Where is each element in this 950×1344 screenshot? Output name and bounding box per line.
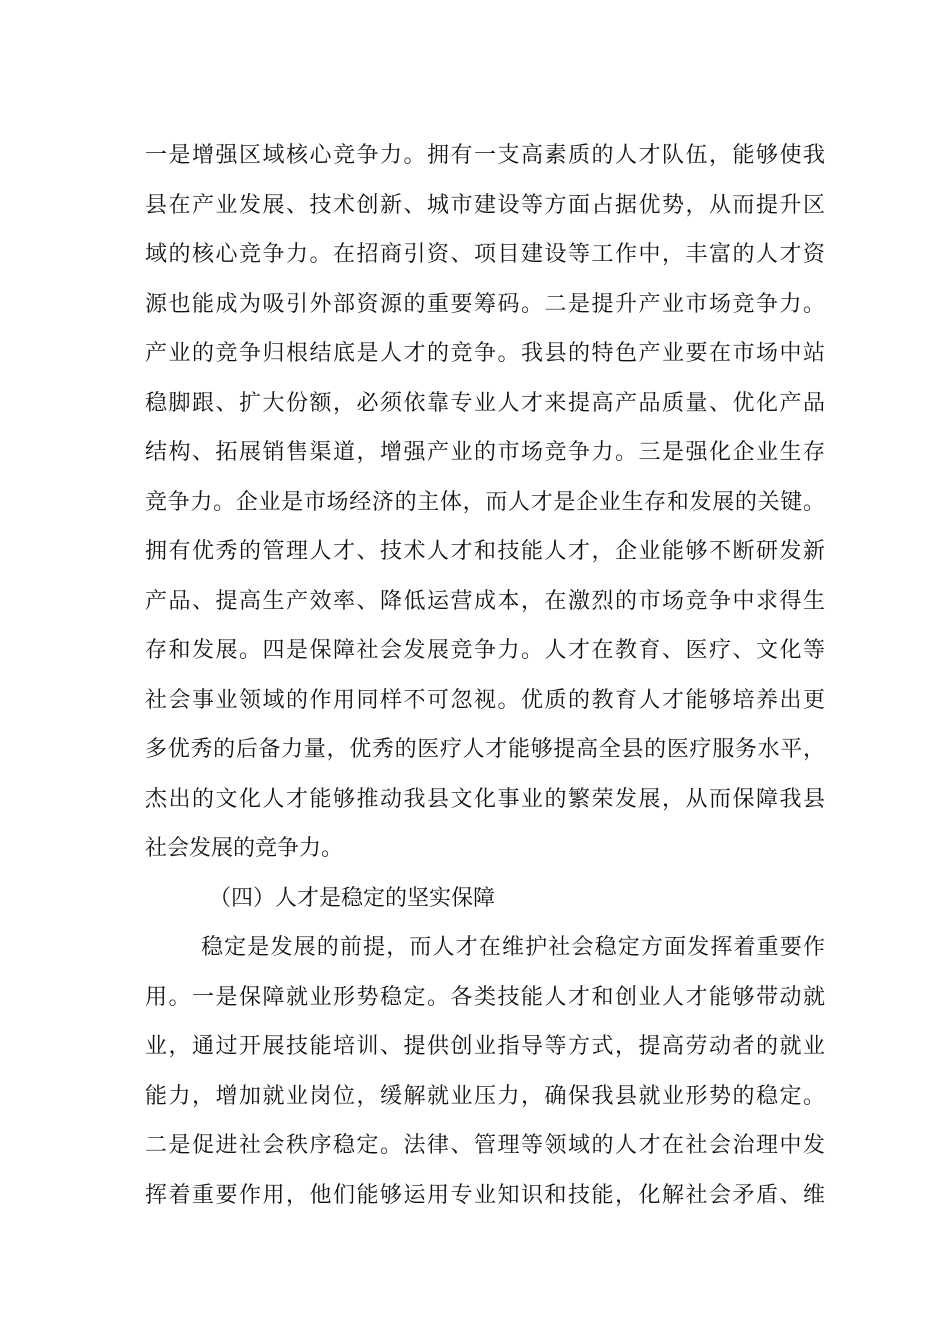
text-line: 源也能成为吸引外部资源的重要筹码。二是提升产业市场竞争力。 xyxy=(145,291,825,317)
section-heading: （四）人才是稳定的坚实保障 xyxy=(209,885,496,911)
text-line: 挥着重要作用，他们能够运用专业知识和技能，化解社会矛盾、维 xyxy=(145,1182,825,1208)
text-line: 能力，增加就业岗位，缓解就业压力，确保我县就业形势的稳定。 xyxy=(145,1083,825,1109)
body-text xyxy=(145,131,825,1220)
text-line: 用。一是保障就业形势稳定。各类技能人才和创业人才能够带动就 xyxy=(145,984,825,1010)
text-line: 存和发展。四是保障社会发展竞争力。人才在教育、医疗、文化等 xyxy=(145,638,825,663)
text-line: 一是增强区域核心竞争力。拥有一支高素质的人才队伍，能够使我 xyxy=(145,143,825,168)
text-line: 域的核心竞争力。在招商引资、项目建设等工作中，丰富的人才资 xyxy=(145,242,825,267)
text-line: 稳脚跟、扩大份额，必须依靠专业人才来提高产品质量、优化产品 xyxy=(145,390,825,416)
text-line: 社会事业领域的作用同样不可忽视。优质的教育人才能够培养出更 xyxy=(145,687,825,713)
text-line: 拥有优秀的管理人才、技术人才和技能人才，企业能够不断研发新 xyxy=(145,539,825,564)
text-line: 业，通过开展技能培训、提供创业指导等方式，提高劳动者的就业 xyxy=(145,1034,825,1059)
text-line: 二是促进社会秩序稳定。法律、管理等领域的人才在社会治理中发 xyxy=(145,1133,825,1158)
text-line: 竞争力。企业是市场经济的主体，而人才是企业生存和发展的关键。 xyxy=(145,489,825,515)
text-line: 社会发展的竞争力。 xyxy=(145,836,344,861)
text-line: 稳定是发展的前提，而人才在维护社会稳定方面发挥着重要作 xyxy=(201,935,825,960)
text-line: 产品、提高生产效率、降低运营成本，在激烈的市场竞争中求得生 xyxy=(145,588,825,614)
text-line: 结构、拓展销售渠道，增强产业的市场竞争力。三是强化企业生存 xyxy=(145,440,825,465)
text-line: 杰出的文化人才能够推动我县文化事业的繁荣发展，从而保障我县 xyxy=(145,786,825,812)
text-line: 多优秀的后备力量，优秀的医疗人才能够提高全县的医疗服务水平， xyxy=(145,737,825,762)
text-line: 县在产业发展、技术创新、城市建设等方面占据优势，从而提升区 xyxy=(145,192,825,218)
text-line: 产业的竞争归根结底是人才的竞争。我县的特色产业要在市场中站 xyxy=(145,341,825,366)
